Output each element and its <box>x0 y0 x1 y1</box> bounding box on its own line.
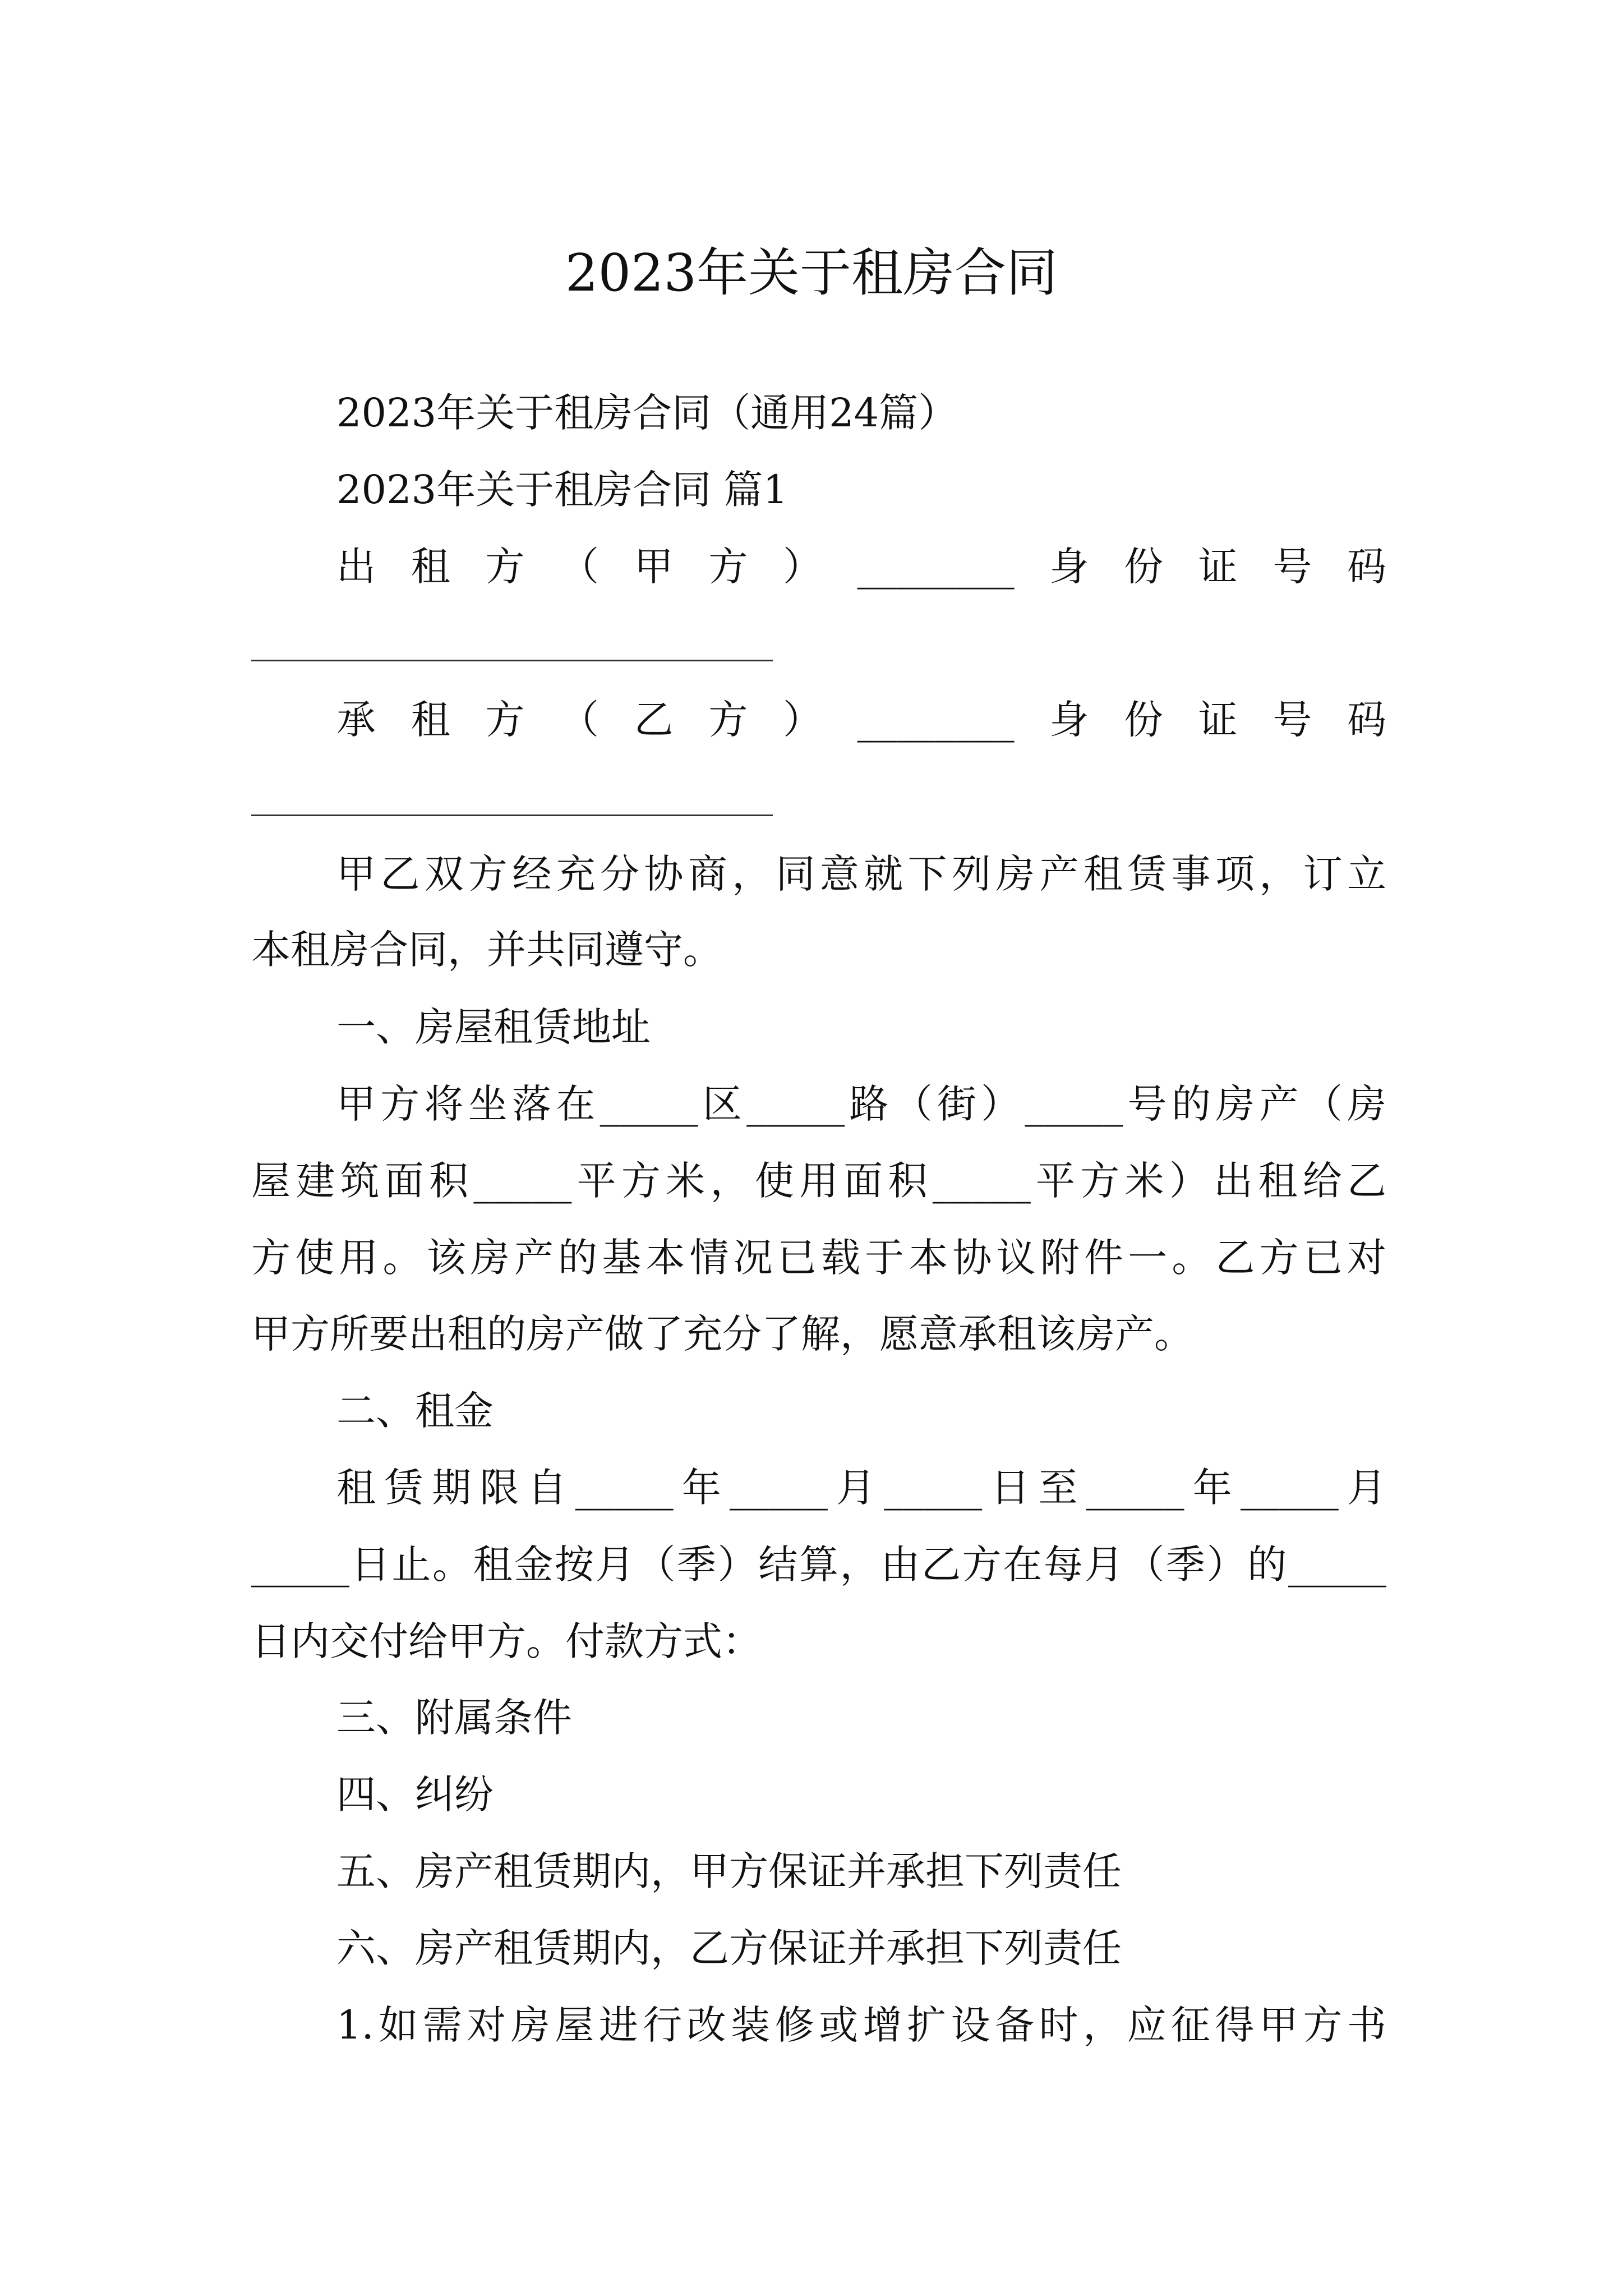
section-heading: 一、房屋租赁地址 <box>336 1004 651 1050</box>
paragraph-line: 日内交付给甲方。付款方式： <box>251 1618 762 1664</box>
paragraph-line: 1.如需对房屋进行改装修或增扩设备时，应征得甲方书 <box>336 2002 1386 2048</box>
paragraph-line: 屋建筑面积_____平方米，使用面积_____平方米）出租给乙 <box>251 1158 1386 1204</box>
paragraph-line: 本租房合同，并共同遵守。 <box>251 927 722 973</box>
section-heading: 二、租金 <box>336 1388 494 1434</box>
document-title: 2023年关于租房合同 <box>565 242 1058 303</box>
section-heading: 三、附属条件 <box>336 1695 572 1741</box>
paragraph-line: _____日止。租金按月（季）结算，由乙方在每月（季）的_____ <box>251 1542 1386 1588</box>
section-heading: 四、纠纷 <box>336 1772 494 1818</box>
chapter-heading: 2023年关于租房合同 篇1 <box>336 467 788 513</box>
lessor-line: 出租方（甲方）________身份证号码 <box>336 544 1386 590</box>
lessor-id-blank-line <box>251 660 773 661</box>
paragraph-line: 方使用。该房产的基本情况已载于本协议附件一。乙方已对 <box>251 1235 1386 1281</box>
paragraph-line: 甲方将坐落在_____区_____路（街）_____号的房产（房 <box>336 1081 1386 1127</box>
paragraph-line: 甲乙双方经充分协商，同意就下列房产租赁事项，订立 <box>336 851 1386 897</box>
section-heading: 五、房产租赁期内，甲方保证并承担下列责任 <box>336 1848 1122 1894</box>
subtitle-line: 2023年关于租房合同（通用24篇） <box>336 390 958 436</box>
paragraph-line: 甲方所要出租的房产做了充分了解，愿意承租该房产。 <box>251 1311 1193 1357</box>
paragraph-line: 租赁期限自_____年_____月_____日至_____年_____月 <box>336 1465 1386 1511</box>
lessee-id-blank-line <box>251 815 773 816</box>
lessee-line: 承租方（乙方）________身份证号码 <box>336 697 1386 743</box>
section-heading: 六、房产租赁期内，乙方保证并承担下列责任 <box>336 1925 1122 1971</box>
